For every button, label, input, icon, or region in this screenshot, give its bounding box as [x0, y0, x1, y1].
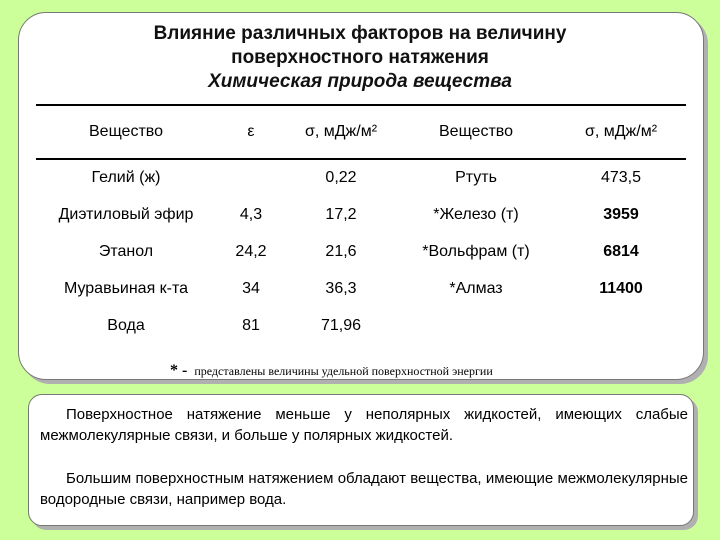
header-sigma-2: σ, мДж/м² — [556, 105, 686, 159]
table-cell: 24,2 — [235, 242, 267, 260]
table-cell — [216, 159, 286, 196]
table-row — [36, 307, 686, 344]
header-substance-2: Вещество — [396, 105, 556, 159]
title-line-3: Химическая природа вещества — [208, 71, 512, 92]
table-cell — [396, 307, 556, 344]
table-cell: Муравьиная к-та — [63, 279, 189, 297]
title-line-2: поверхностного натяжения — [231, 47, 489, 68]
paragraph-2: Большим поверхностным натяжением обладают вещества, имеющие межмолекулярные водородные связи, например вода. — [40, 470, 688, 508]
table-cell: *Алмаз — [449, 279, 503, 297]
header-epsilon: ε — [216, 105, 286, 159]
footnote — [170, 362, 493, 380]
table-header-row — [36, 105, 686, 159]
table-cell: 36,3 — [325, 279, 357, 297]
table-cell: 4,3 — [239, 205, 263, 223]
footnote-text: представлены величины удельной поверхностной энергии — [194, 364, 493, 378]
table-cell: 11400 — [599, 279, 643, 297]
table-row — [36, 159, 686, 196]
table-cell: *Железо (т) — [433, 205, 519, 223]
header-sigma-1: σ, мДж/м² — [286, 105, 396, 159]
table-cell: Гелий (ж) — [91, 169, 161, 186]
table-cell: Диэтиловый эфир — [58, 205, 194, 223]
table-cell: 71,96 — [320, 316, 362, 334]
surface-tension-table — [36, 104, 686, 344]
table-cell — [556, 307, 686, 344]
footnote-mark: * - — [170, 362, 188, 379]
title-line-1: Влияние различных факторов на величину — [153, 23, 567, 44]
table-cell: 81 — [242, 316, 260, 334]
table-row — [36, 233, 686, 270]
table-cell: 21,6 — [325, 242, 357, 260]
table-cell: 6814 — [603, 242, 639, 260]
table-cell: 3959 — [603, 205, 639, 223]
header-substance-1: Вещество — [36, 105, 216, 159]
table-cell: Вода — [107, 316, 145, 334]
table-row — [36, 196, 686, 233]
table-cell: 34 — [242, 279, 260, 297]
table-cell: Ртуть — [455, 169, 497, 186]
table-cell: *Вольфрам (т) — [422, 242, 530, 260]
paragraph-1: Поверхностное натяжение меньше у неполярных жидкостей, имеющих слабые межмолекулярные связи, и больше у полярных жидкостей. — [40, 406, 688, 444]
table-cell: 17,2 — [325, 205, 357, 223]
table-cell: 0,22 — [325, 169, 357, 186]
table-cell: Этанол — [98, 242, 154, 260]
table-row — [36, 270, 686, 307]
table-cell: 473,5 — [600, 169, 642, 186]
slide-title — [0, 22, 720, 94]
